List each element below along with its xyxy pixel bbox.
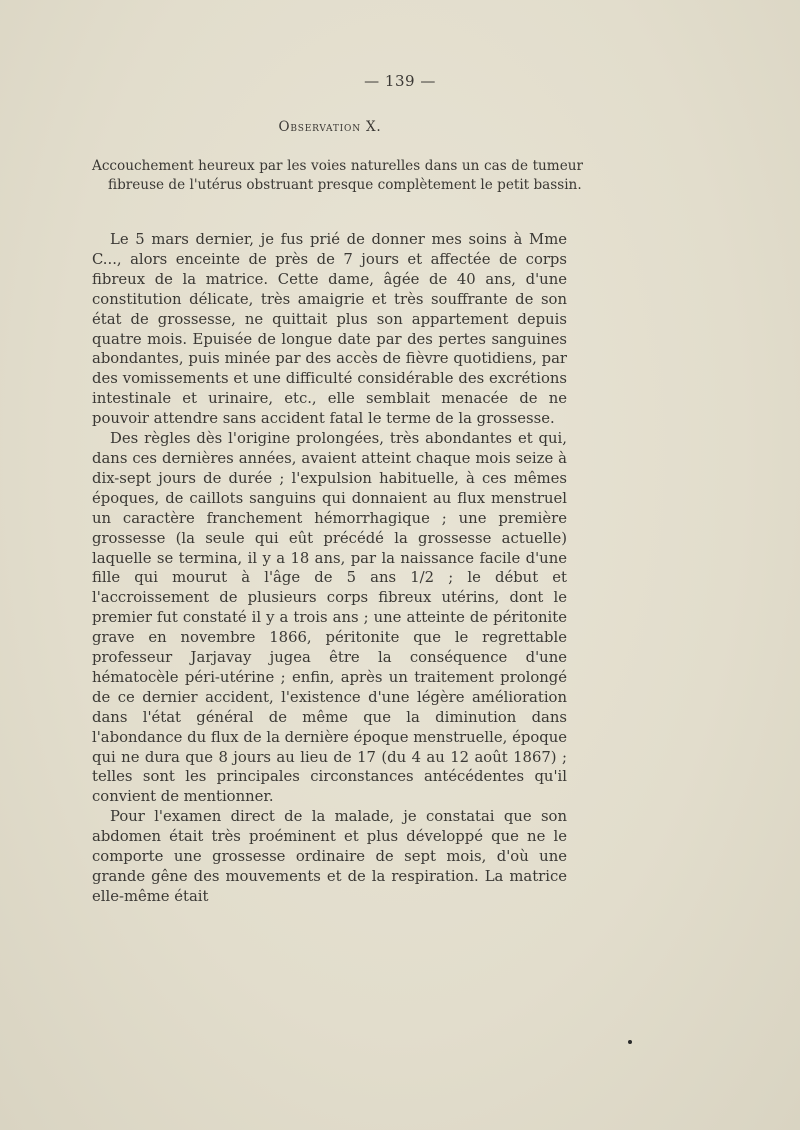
observation-heading: Observation X.: [278, 119, 382, 135]
observation-summary: Accouchement heureux par les voies naturelles dans un cas de tumeur fibreuse de l'utérus obstruant presque complètement le petit bassin.: [92, 158, 583, 193]
paper-speck: [628, 1040, 632, 1044]
paragraph: Le 5 mars dernier, je fus prié de donner mes soins à Mme C..., alors enceinte de près de 7 jours et affectée de corps fibreux de la matrice. Cette dame, âgée de 40 ans, d'une constitution délicate, très amaigrie et très souffrante de son état de grossesse, ne quittait plus son appartement depuis quatre mois. Epuisée de longue date par des pertes sanguines abondantes, puis minée par des accès de fièvre quotidiens, par des vomissements et une difficulté considérable des excrétions intestinale et urinaire, etc., elle semblait menacée de ne pouvoir attendre sans accident fatal le terme de la grossesse.: [92, 231, 567, 428]
paragraph: Des règles dès l'origine prolongées, très abondantes et qui, dans ces dernières années, avaient atteint chaque mois seize à dix-sept jours de durée ; l'expulsion habituelle, à ces mêmes époques, de caillots sanguins qui donnaient au flux menstruel un caractère franchement hémorrhagique ; une première grossesse (la seule qui eût précédé la grossesse actuelle) laquelle se termina, il y a 18 ans, par la naissance facile d'une fille qui mourut à l'âge de 5 ans 1/2 ; le début et l'accroissement de plusieurs corps fibreux utérins, dont le premier fut constaté il y a trois ans ; une atteinte de péritonite grave en novembre 1866, péritonite que le regrettable professeur Jarjavay jugea être la conséquence d'une hématocèle péri-utérine ; enfin, après un traitement prolongé de ce dernier accident, l'existence d'une légère amélioration dans l'état général de même que la diminution dans l'abondance du flux de la dernière époque menstruelle, époque qui ne dura que 8 jours au lieu de 17 (du 4 au 12 août 1867) ; telles sont les principales circonstances antécédentes qu'il convient de mentionner.: [92, 430, 567, 806]
paragraph: Pour l'examen direct de la malade, je constatai que son abdomen était très proéminent et plus développé que ne le comporte une grossesse ordinaire de sept mois, d'où une grande gêne des mouvements et de la respiration. La matrice elle-même était: [92, 808, 567, 905]
page-number: — 139 —: [364, 72, 436, 90]
body-text: [92, 230, 567, 907]
